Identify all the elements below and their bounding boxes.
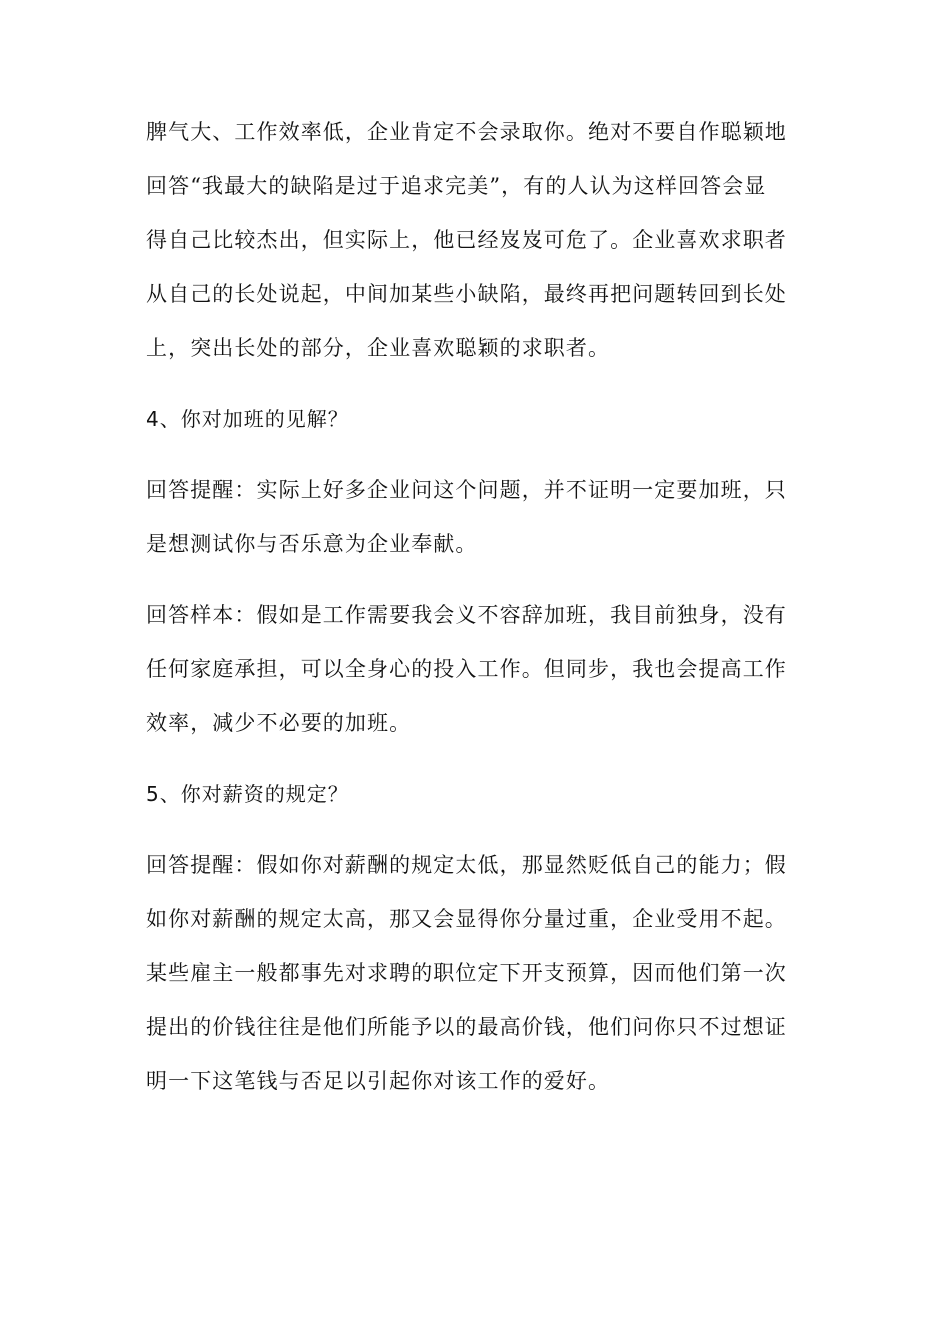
text-line: 脾气大、工作效率低，企业肯定不会录取你。绝对不要自作聪颖地: [146, 120, 787, 144]
text-line: 得自己比较杰出，但实际上，他已经岌岌可危了。企业喜欢求职者: [146, 228, 787, 252]
text-line: 如你对薪酬的规定太高，那又会显得你分量过重，企业受用不起。: [146, 907, 787, 931]
heading-text: 4、你对加班的见解？: [146, 407, 349, 431]
question-heading-salary: [146, 767, 796, 821]
text-line: 是想测试你与否乐意为企业奉献。: [146, 532, 478, 556]
text-line: 回答提醒：实际上好多企业问这个问题，并不证明一定要加班，只: [146, 478, 787, 502]
text-line: 任何家庭承担，可以全身心的投入工作。但同步，我也会提高工作: [146, 657, 787, 681]
paragraph-candidate-weakness-answer: [146, 105, 796, 375]
text-line: 从自己的长处说起，中间加某些小缺陷，最终再把问题转回到长处: [146, 282, 787, 306]
text-line: 回答“我最大的缺陷是过于追求完美”，有的人认为这样回答会显: [146, 174, 767, 198]
paragraph-overtime-tip: [146, 463, 796, 571]
text-line: 明一下这笔钱与否足以引起你对该工作的爱好。: [146, 1069, 611, 1093]
paragraph-salary-tip: [146, 838, 796, 1108]
heading-text: 5、你对薪资的规定？: [146, 782, 349, 806]
document-body: [146, 105, 796, 1108]
text-line: 提出的价钱往往是他们所能予以的最高价钱，他们问你只不过想证: [146, 1015, 787, 1039]
text-line: 上，突出长处的部分，企业喜欢聪颖的求职者。: [146, 336, 611, 360]
question-heading-overtime: [146, 392, 796, 446]
text-line: 某些雇主一般都事先对求聘的职位定下开支预算，因而他们第一次: [146, 961, 787, 985]
text-line: 效率，减少不必要的加班。: [146, 711, 412, 735]
paragraph-overtime-sample: [146, 588, 796, 750]
text-line: 回答提醒：假如你对薪酬的规定太低，那显然贬低自己的能力；假: [146, 853, 787, 877]
text-line: 回答样本：假如是工作需要我会义不容辞加班，我目前独身，没有: [146, 603, 787, 627]
